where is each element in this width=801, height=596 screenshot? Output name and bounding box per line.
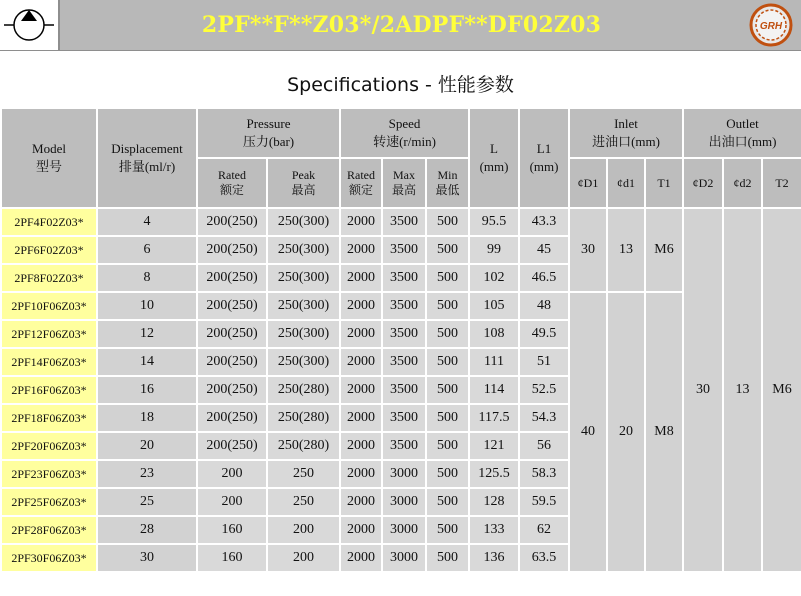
speed-min-cell: 500 (426, 544, 469, 572)
header-speed-max: Max 最高 (382, 158, 426, 208)
svg-text:GRH: GRH (759, 21, 783, 32)
pressure-peak-cell: 250 (267, 460, 340, 488)
model-cell: 2PF20F06Z03* (1, 432, 97, 460)
pressure-peak-cell: 250(280) (267, 432, 340, 460)
pressure-rated-cell: 200(250) (197, 320, 267, 348)
pressure-peak-cell: 250(300) (267, 348, 340, 376)
header-model: Model 型号 (1, 108, 97, 208)
length-cell: 121 (469, 432, 519, 460)
speed-rated-cell: 2000 (340, 488, 382, 516)
length-l1-cell: 43.3 (519, 208, 569, 236)
speed-rated-cell: 2000 (340, 376, 382, 404)
header-outlet-d2: ¢d2 (723, 158, 762, 208)
length-cell: 99 (469, 236, 519, 264)
speed-rated-cell: 2000 (340, 404, 382, 432)
speed-rated-cell: 2000 (340, 236, 382, 264)
displacement-cell: 4 (97, 208, 197, 236)
speed-min-cell: 500 (426, 432, 469, 460)
pressure-peak-cell: 250(300) (267, 292, 340, 320)
speed-rated-cell: 2000 (340, 460, 382, 488)
pressure-rated-cell: 200(250) (197, 348, 267, 376)
grh-logo-icon (749, 3, 793, 47)
displacement-cell: 6 (97, 236, 197, 264)
speed-rated-cell: 2000 (340, 208, 382, 236)
displacement-cell: 8 (97, 264, 197, 292)
model-cell: 2PF18F06Z03* (1, 404, 97, 432)
length-l1-cell: 58.3 (519, 460, 569, 488)
specifications-heading: Specifications - 性能参数 (287, 74, 514, 96)
length-cell: 108 (469, 320, 519, 348)
pressure-rated-cell: 200(250) (197, 432, 267, 460)
speed-min-cell: 500 (426, 488, 469, 516)
model-cell: 2PF25F06Z03* (1, 488, 97, 516)
header-inlet-T1: T1 (645, 158, 683, 208)
model-cell: 2PF4F02Z03* (1, 208, 97, 236)
length-cell: 95.5 (469, 208, 519, 236)
length-cell: 102 (469, 264, 519, 292)
speed-max-cell: 3000 (382, 460, 426, 488)
speed-min-cell: 500 (426, 348, 469, 376)
speed-min-cell: 500 (426, 516, 469, 544)
header-pressure-rated: Rated 额定 (197, 158, 267, 208)
pressure-rated-cell: 200 (197, 460, 267, 488)
header-inlet-d1: ¢d1 (607, 158, 645, 208)
speed-rated-cell: 2000 (340, 544, 382, 572)
speed-min-cell: 500 (426, 292, 469, 320)
header-displacement: Displacement 排量(ml/r) (97, 108, 197, 208)
table-row (1, 208, 801, 236)
displacement-cell: 25 (97, 488, 197, 516)
table-body (1, 208, 801, 572)
speed-rated-cell: 2000 (340, 516, 382, 544)
specifications-table (0, 107, 801, 573)
speed-rated-cell: 2000 (340, 292, 382, 320)
model-cell: 2PF12F06Z03* (1, 320, 97, 348)
pressure-rated-cell: 200(250) (197, 404, 267, 432)
speed-max-cell: 3500 (382, 264, 426, 292)
model-cell: 2PF23F06Z03* (1, 460, 97, 488)
model-cell: 2PF30F06Z03* (1, 544, 97, 572)
length-l1-cell: 56 (519, 432, 569, 460)
speed-max-cell: 3000 (382, 516, 426, 544)
length-cell: 136 (469, 544, 519, 572)
outlet-D2-cell: 30 (683, 208, 723, 572)
header-speed-rated: Rated 额定 (340, 158, 382, 208)
outlet-d2-cell: 13 (723, 208, 762, 572)
header-inlet-D1: ¢D1 (569, 158, 607, 208)
speed-min-cell: 500 (426, 320, 469, 348)
speed-rated-cell: 2000 (340, 432, 382, 460)
header-bar (0, 0, 801, 51)
speed-min-cell: 500 (426, 208, 469, 236)
displacement-cell: 18 (97, 404, 197, 432)
header-outlet-D2: ¢D2 (683, 158, 723, 208)
pressure-peak-cell: 250(280) (267, 376, 340, 404)
speed-rated-cell: 2000 (340, 348, 382, 376)
speed-min-cell: 500 (426, 404, 469, 432)
table-row (1, 292, 801, 320)
speed-min-cell: 500 (426, 460, 469, 488)
pressure-rated-cell: 200(250) (197, 376, 267, 404)
model-cell: 2PF6F02Z03* (1, 236, 97, 264)
displacement-cell: 20 (97, 432, 197, 460)
speed-max-cell: 3000 (382, 544, 426, 572)
length-l1-cell: 48 (519, 292, 569, 320)
length-l1-cell: 49.5 (519, 320, 569, 348)
pressure-rated-cell: 200(250) (197, 208, 267, 236)
speed-min-cell: 500 (426, 264, 469, 292)
length-cell: 105 (469, 292, 519, 320)
length-cell: 111 (469, 348, 519, 376)
displacement-cell: 23 (97, 460, 197, 488)
inlet-D1-cell: 40 (569, 292, 607, 572)
speed-max-cell: 3500 (382, 432, 426, 460)
length-l1-cell: 59.5 (519, 488, 569, 516)
speed-max-cell: 3500 (382, 348, 426, 376)
header-l: L (mm) (469, 108, 519, 208)
pressure-peak-cell: 200 (267, 516, 340, 544)
speed-max-cell: 3500 (382, 236, 426, 264)
pressure-rated-cell: 200(250) (197, 236, 267, 264)
header-inlet: Inlet 进油口(mm) (569, 108, 683, 158)
inlet-T1-cell: M8 (645, 292, 683, 572)
inlet-D1-cell: 30 (569, 208, 607, 292)
displacement-cell: 14 (97, 348, 197, 376)
model-cell: 2PF16F06Z03* (1, 376, 97, 404)
length-l1-cell: 62 (519, 516, 569, 544)
inlet-d1-cell: 20 (607, 292, 645, 572)
pressure-rated-cell: 200 (197, 488, 267, 516)
length-l1-cell: 52.5 (519, 376, 569, 404)
pressure-rated-cell: 160 (197, 544, 267, 572)
length-l1-cell: 54.3 (519, 404, 569, 432)
pressure-rated-cell: 160 (197, 516, 267, 544)
speed-min-cell: 500 (426, 236, 469, 264)
pump-symbol-icon (0, 0, 60, 50)
length-cell: 114 (469, 376, 519, 404)
length-l1-cell: 63.5 (519, 544, 569, 572)
pressure-peak-cell: 250(300) (267, 264, 340, 292)
displacement-cell: 16 (97, 376, 197, 404)
header-outlet: Outlet 出油口(mm) (683, 108, 801, 158)
pressure-peak-cell: 250(300) (267, 320, 340, 348)
length-cell: 117.5 (469, 404, 519, 432)
length-l1-cell: 51 (519, 348, 569, 376)
pressure-peak-cell: 200 (267, 544, 340, 572)
pressure-rated-cell: 200(250) (197, 264, 267, 292)
model-cell: 2PF28F06Z03* (1, 516, 97, 544)
header-pressure-peak: Peak 最高 (267, 158, 340, 208)
inlet-T1-cell: M6 (645, 208, 683, 292)
header-speed-min: Min 最低 (426, 158, 469, 208)
displacement-cell: 10 (97, 292, 197, 320)
pressure-peak-cell: 250(280) (267, 404, 340, 432)
outlet-T2-cell: M6 (762, 208, 801, 572)
header-pressure: Pressure 压力(bar) (197, 108, 340, 158)
speed-max-cell: 3500 (382, 376, 426, 404)
speed-rated-cell: 2000 (340, 320, 382, 348)
speed-max-cell: 3500 (382, 208, 426, 236)
pressure-peak-cell: 250(300) (267, 236, 340, 264)
displacement-cell: 12 (97, 320, 197, 348)
displacement-cell: 28 (97, 516, 197, 544)
header-l1: L1 (mm) (519, 108, 569, 208)
model-cell: 2PF14F06Z03* (1, 348, 97, 376)
speed-min-cell: 500 (426, 376, 469, 404)
speed-max-cell: 3500 (382, 320, 426, 348)
pressure-peak-cell: 250 (267, 488, 340, 516)
length-cell: 128 (469, 488, 519, 516)
speed-rated-cell: 2000 (340, 264, 382, 292)
length-l1-cell: 46.5 (519, 264, 569, 292)
length-l1-cell: 45 (519, 236, 569, 264)
displacement-cell: 30 (97, 544, 197, 572)
model-cell: 2PF10F06Z03* (1, 292, 97, 320)
speed-max-cell: 3500 (382, 404, 426, 432)
header-speed: Speed 转速(r/min) (340, 108, 469, 158)
speed-max-cell: 3000 (382, 488, 426, 516)
inlet-d1-cell: 13 (607, 208, 645, 292)
model-cell: 2PF8F02Z03* (1, 264, 97, 292)
pressure-peak-cell: 250(300) (267, 208, 340, 236)
length-cell: 125.5 (469, 460, 519, 488)
pressure-rated-cell: 200(250) (197, 292, 267, 320)
header-outlet-T2: T2 (762, 158, 801, 208)
length-cell: 133 (469, 516, 519, 544)
document-title: 2PF**F**Z03*/2ADPF**DF02Z03 (201, 12, 602, 38)
speed-max-cell: 3500 (382, 292, 426, 320)
